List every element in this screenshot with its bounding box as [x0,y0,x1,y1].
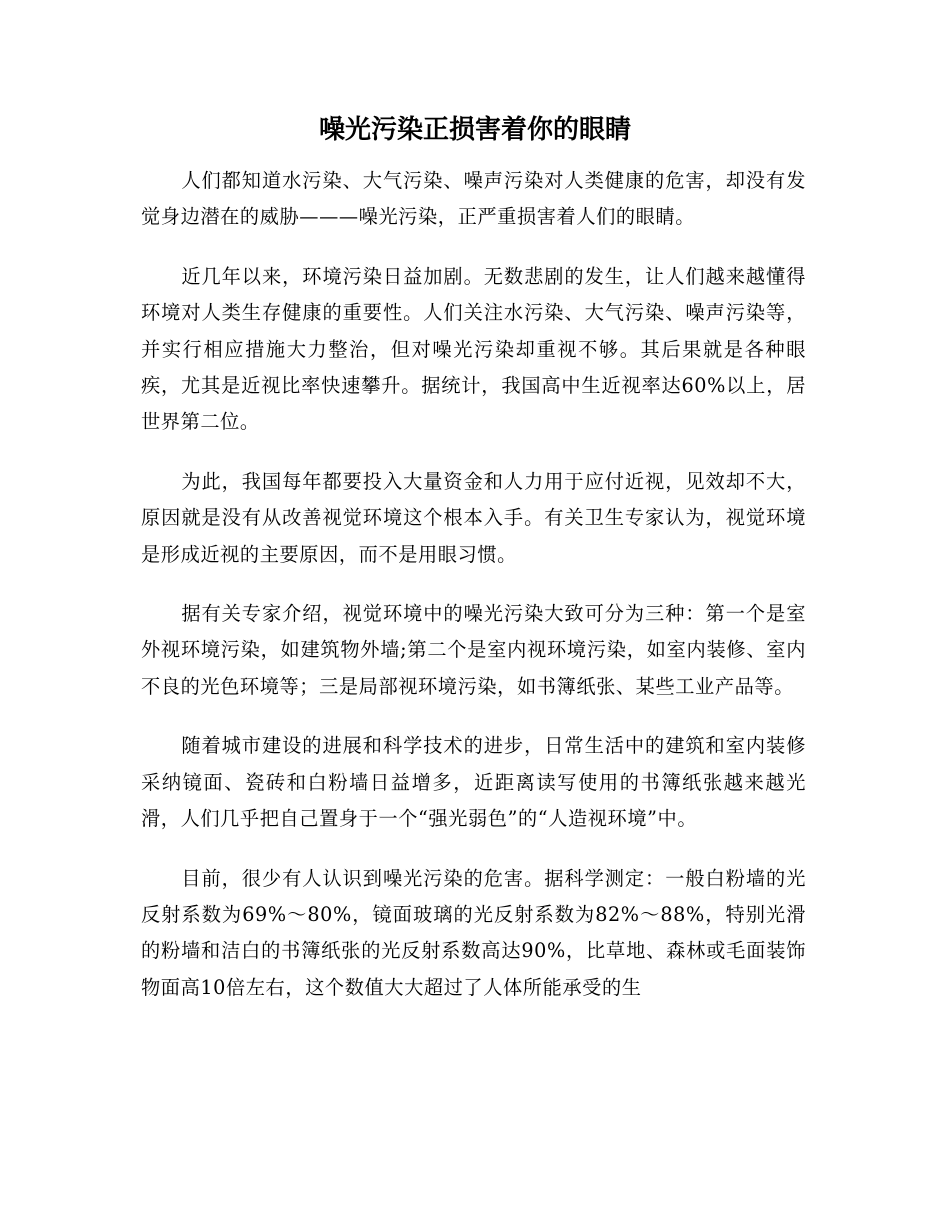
paragraph-2: 近几年以来，环境污染日益加剧。无数悲剧的发生，让人们越来越懂得环境对人类生存健康的重要性。人们关注水污染、大气污染、噪声污染等，并实行相应措施大力整治，但对噪光污染却重视不够。其后果就是各种眼疾，尤其是近视比率快速攀升。据统计，我国高中生近视率达60%以上，居世界第二位。 [141,264,806,434]
paragraph-1: 人们都知道水污染、大气污染、噪声污染对人类健康的危害，却没有发觉身边潜在的威胁———噪光污染，正严重损害着人们的眼睛。 [141,169,806,229]
article-body [141,163,806,1029]
paragraph-6: 目前，很少有人认识到噪光污染的危害。据科学测定：一般白粉墙的光反射系数为69%～80%，镜面玻璃的光反射系数为82%～88%，特别光滑的粉墙和洁白的书簿纸张的光反射系数高达90%，比草地、森林或毛面装饰物面高10倍左右，这个数值大大超过了人体所能承受的生 [141,866,806,999]
page-title: 噪光污染正损害着你的眼睛 [318,115,631,145]
paragraph-4: 据有关专家介绍，视觉环境中的噪光污染大致可分为三种：第一个是室外视环境污染，如建筑物外墙;第二个是室内视环境污染，如室内装修、室内不良的光色环境等；三是局部视环境污染，如书簿纸张、某些工业产品等。 [141,602,806,698]
paragraph-5: 随着城市建设的进展和科学技术的进步，日常生活中的建筑和室内装修采纳镜面、瓷砖和白粉墙日益增多，近距离读写使用的书簿纸张越来越光滑，人们几乎把自己置身于一个“强光弱色”的“人造视环境”中。 [141,734,806,831]
paragraph-3: 为此，我国每年都要投入大量资金和人力用于应付近视，见效却不大，原因就是没有从改善视觉环境这个根本入手。有关卫生专家认为，视觉环境是形成近视的主要原因，而不是用眼习惯。 [141,469,806,566]
